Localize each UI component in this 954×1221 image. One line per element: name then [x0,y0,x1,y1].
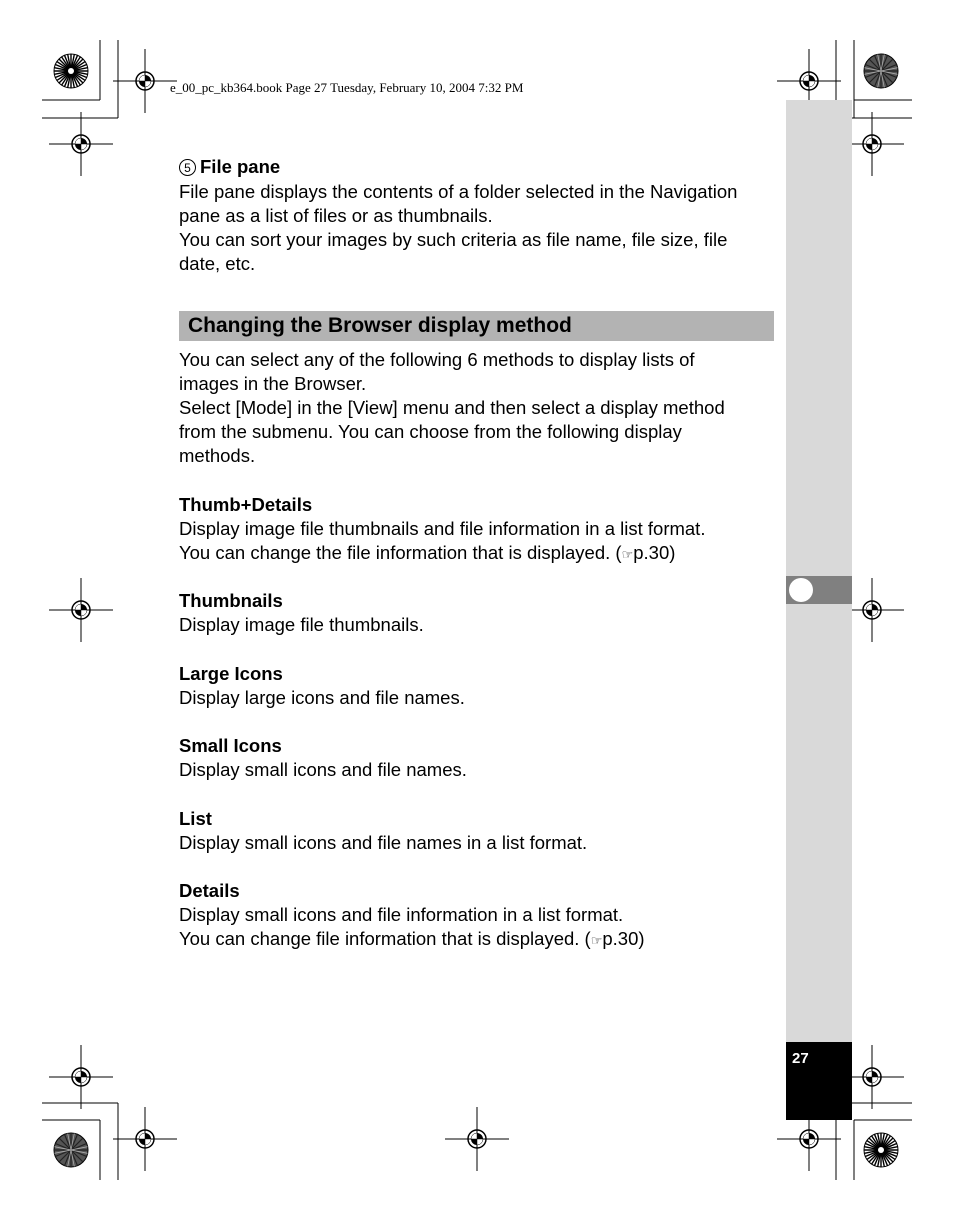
method-thumb-details-title: Thumb+Details [179,494,313,515]
method-thumbnails-desc: Display image file thumbnails. [179,614,424,635]
intro-line-3: Select [Mode] in the [View] menu and then select a display method [179,397,725,418]
method-thumb-details-desc: Display image file thumbnails and file information in a list format. [179,518,706,539]
method-large-icons-desc: Display large icons and file names. [179,687,465,708]
method-details-note [179,927,645,953]
method-details-title: Details [179,880,240,901]
page-reference-icon: ☞ [590,933,603,948]
intro-line-5: methods. [179,445,256,466]
file-pane-line-1: File pane displays the contents of a folder selected in the Navigation [179,181,738,202]
file-pane-line-3: You can sort your images by such criteria as file name, file size, file [179,229,728,250]
page-reference-link[interactable]: p.30) [602,928,645,949]
chapter-sidebar [786,100,852,1120]
file-pane-title: File pane [200,156,281,177]
intro-line-4: from the submenu. You can choose from the following display [179,421,682,442]
method-thumbnails-title: Thumbnails [179,590,283,611]
file-pane-line-4: date, etc. [179,253,256,274]
page-reference-link[interactable]: p.30) [633,542,676,563]
circled-number-icon: 5 [179,159,196,176]
page-number: 27 [792,1050,809,1067]
method-thumb-details-note [179,541,675,567]
file-pane-line-2: pane as a list of files or as thumbnails. [179,205,493,226]
method-list-desc: Display small icons and file names in a list format. [179,832,588,853]
intro-line-2: images in the Browser. [179,373,367,394]
file-pane-heading [179,155,280,179]
method-large-icons-title: Large Icons [179,663,283,684]
method-list-title: List [179,808,212,829]
method-details-desc: Display small icons and file information in a list format. [179,904,624,925]
method-small-icons-desc: Display small icons and file names. [179,759,467,780]
section-heading: Changing the Browser display method [188,314,572,337]
note-text: You can change file information that is displayed. ( [179,928,591,949]
intro-line-1: You can select any of the following 6 methods to display lists of [179,349,695,370]
chapter-tab-dot [789,578,813,602]
method-small-icons-title: Small Icons [179,735,282,756]
note-text: You can change the file information that is displayed. ( [179,542,622,563]
print-header: e_00_pc_kb364.book Page 27 Tuesday, February 10, 2004 7:32 PM [170,80,524,95]
page-reference-icon: ☞ [621,547,634,562]
